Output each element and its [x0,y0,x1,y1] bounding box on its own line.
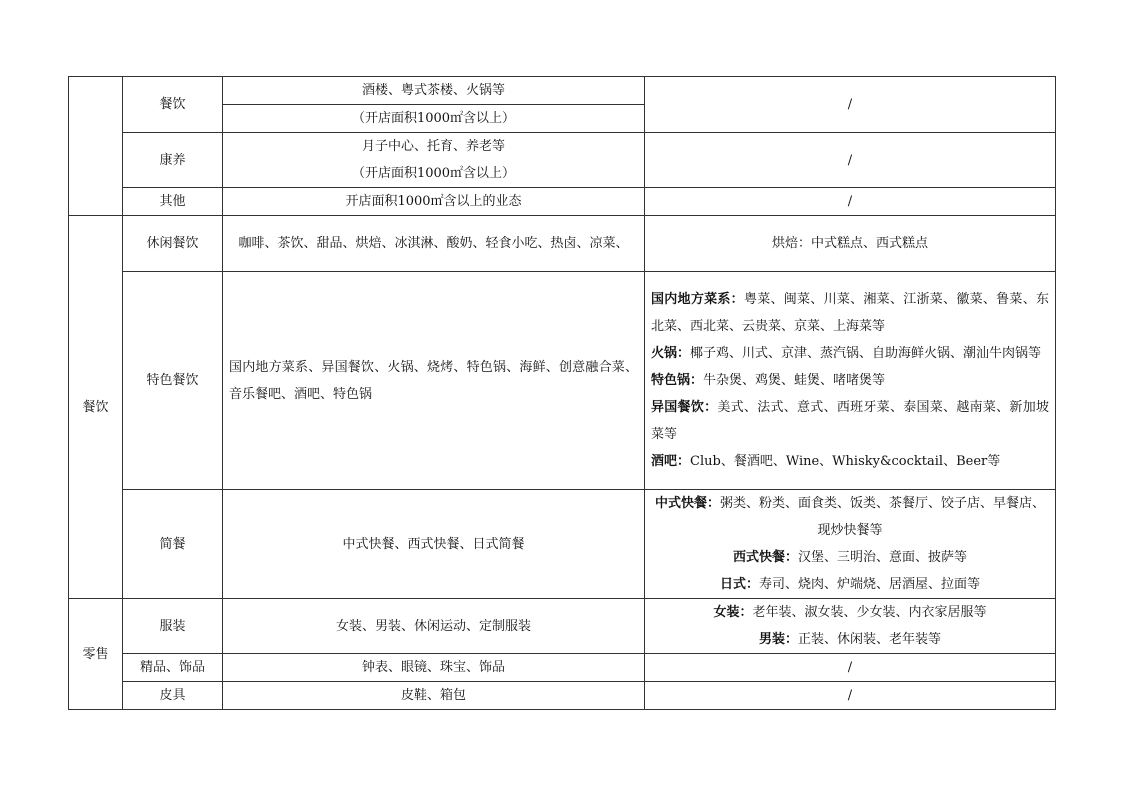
subcategory-simple-meal: 简餐 [123,490,223,599]
detail-key: 中式快餐： [654,496,720,511]
desc-clothing: 女装、男装、休闲运动、定制服装 [223,599,645,654]
desc-wellness-a: 月子中心、托育、养老等 [361,139,505,154]
detail-key: 酒吧： [651,454,691,469]
detail-item [651,367,1049,394]
detail-value: 椰子鸡、川式、京津、蒸汽锅、自助海鲜火锅、潮汕牛肉锅等 [690,346,1042,361]
group-retail: 零售 [69,599,123,710]
detail-dining: / [645,77,1056,133]
detail-value: 汉堡、三明治、意面、披萨等 [798,550,968,565]
detail-value: 牛杂煲、鸡煲、蛙煲、啫啫煲等 [703,373,886,388]
detail-value: 老年装、淑女装、少女装、内衣家居服等 [752,605,987,620]
subcategory-wellness: 康养 [123,133,223,188]
detail-value: 美式、法式、意式、西班牙菜、泰国菜、越南菜、新加坡菜等 [651,400,1049,442]
subcategory-leather: 皮具 [123,682,223,710]
desc-leather: 皮鞋、箱包 [223,682,645,710]
subcategory-leisure-dining: 休闲餐饮 [123,216,223,272]
desc-specialty-dining: 国内地方菜系、异国餐饮、火锅、烧烤、特色锅、海鲜、创意融合菜、音乐餐吧、酒吧、特色锅 [223,272,645,490]
desc-simple-meal: 中式快餐、西式快餐、日式简餐 [223,490,645,599]
detail-item [651,544,1049,571]
detail-value: 寿司、烧肉、炉端烧、居酒屋、拉面等 [759,577,981,592]
group-dining: 餐饮 [69,216,123,599]
detail-key: 日式： [719,577,759,592]
subcategory-boutique: 精品、饰品 [123,654,223,682]
detail-value: 正装、休闲装、老年装等 [798,632,942,647]
detail-item [651,286,1049,340]
detail-leisure-dining: 烘焙：中式糕点、西式糕点 [645,216,1056,272]
detail-leather: / [645,682,1056,710]
detail-item [651,626,1049,653]
detail-boutique: / [645,654,1056,682]
desc-other: 开店面积1000㎡含以上的业态 [223,188,645,216]
detail-item [651,340,1049,367]
detail-item [651,571,1049,598]
detail-clothing [645,599,1056,654]
detail-key: 异国餐饮： [651,400,718,415]
detail-item [651,490,1049,544]
subcategory-dining: 餐饮 [123,77,223,133]
detail-key: 女装： [713,605,753,620]
detail-simple-meal [645,490,1056,599]
subcategory-specialty-dining: 特色餐饮 [123,272,223,490]
desc-dining-a: 酒楼、粤式茶楼、火锅等 [223,77,645,105]
group-cell-continued [69,77,123,216]
detail-key: 特色锅： [651,373,704,388]
detail-item [651,394,1049,448]
subcategory-other: 其他 [123,188,223,216]
desc-wellness [223,133,645,188]
subcategory-clothing: 服装 [123,599,223,654]
detail-value: 粥类、粉类、面食类、饭类、茶餐厅、饺子店、早餐店、现炒快餐等 [720,496,1046,538]
desc-wellness-b: （开店面积1000㎡含以上） [351,166,516,181]
detail-wellness: / [645,133,1056,188]
desc-leisure-dining: 咖啡、茶饮、甜品、烘焙、冰淇淋、酸奶、轻食小吃、热卤、凉菜、 [223,216,645,272]
desc-boutique: 钟表、眼镜、珠宝、饰品 [223,654,645,682]
desc-dining-b: （开店面积1000㎡含以上） [223,105,645,133]
business-format-table [68,76,1056,710]
detail-other: / [645,188,1056,216]
detail-specialty-dining [645,272,1056,490]
detail-item [651,448,1049,475]
detail-value: 粤菜、闽菜、川菜、湘菜、江浙菜、徽菜、鲁菜、东北菜、西北菜、云贵菜、京菜、上海菜等 [651,292,1049,334]
detail-key: 男装： [758,632,798,647]
detail-item [651,599,1049,626]
detail-key: 国内地方菜系： [651,292,744,307]
detail-key: 火锅： [651,346,691,361]
detail-key: 西式快餐： [732,550,798,565]
detail-value: Club、餐酒吧、Wine、Whisky&cocktail、Beer等 [690,454,1001,469]
